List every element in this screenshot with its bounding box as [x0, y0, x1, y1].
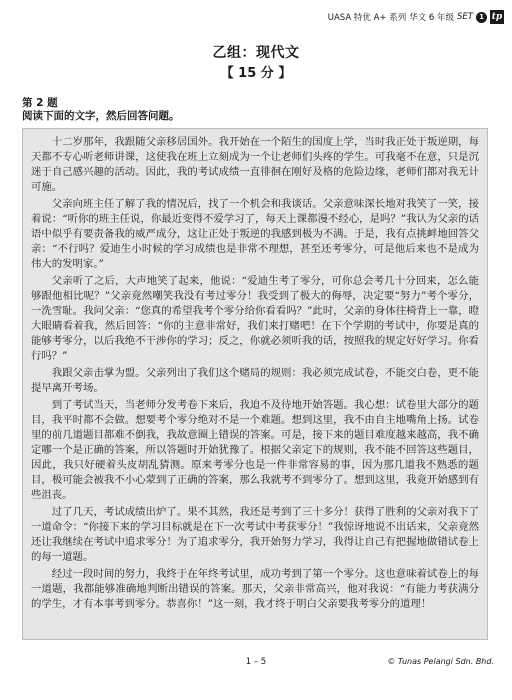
set-number-badge: 1	[476, 12, 487, 23]
grade-label: 华文 6 年级	[409, 13, 455, 23]
marks-label: 【 15 分 】	[220, 66, 292, 81]
publisher-logo-icon: tp	[491, 12, 503, 22]
set-label: SET	[457, 12, 473, 22]
passage-box	[22, 128, 488, 640]
instruction-text: 阅读下面的文字，然后回答问题。	[22, 110, 180, 122]
page-header	[328, 10, 504, 24]
question-label: 第 2 题	[22, 97, 58, 109]
passage-paragraph-2: 父亲向班主任了解了我的情况后，找了一个机会和我谈话。父亲意味深长地对我笑了一笑，接着说：“听你的班主任说，你最近变得不爱学习了，每天上课都漫不经心，是吗？”我认为父亲的话语中似乎有要责备我的威严成分，这让正处于叛逆的我感到极为不满。于是，我有点挑衅地回答父亲：“不行吗？爱迪生小时候的学习成绩也是非常不理想，甚至还考零分，可是他后来也不是成为伟大的发明家。”	[31, 197, 479, 271]
passage-paragraph-6: 过了几天，考试成绩出炉了。果不其然，我还是考到了三十多分！获得了胜利的父亲对我下了一道命令：“你接下来的学习目标就是在下一次考试中考获零分！”我惊讶地说不出话来，父亲竟然还让我继续在考试中追求零分！为了追求零分，我开始努力学习，我得让自己有把握地做错试卷上的每一道题。	[31, 505, 479, 564]
series-title: UASA 特优 A+ 系列	[327, 13, 407, 23]
section-title: 乙组：现代文	[212, 45, 300, 61]
passage-paragraph-5: 到了考试当天，当老师分发考卷下来后，我迫不及待地开始答题。我心想：试卷里大部分的题目，我平时都不会做。想要考个零分绝对不是一个难题。想到这里，我不由自主地嘴角上扬。试卷里的前几道题目都难不倒我，我故意圈上错误的答案。可是，接下来的题目难度越来越高，我不确定哪一个是正确的答案，所以答题时开始犹豫了。根据父亲定下的规则，我不能不回答这些题目，因此，我只好硬着头皮胡乱猜测。原来考零分也是一件非常容易的事，因为那几道我不熟悉的题目，极可能会被我不小心蒙到了正确的答案，那么我就考不到零分了。想到这里，我竟开始感到有些沮丧。	[31, 398, 479, 502]
copyright-text: © Tunas Pelangi Sdn. Bhd.	[387, 657, 494, 666]
passage-paragraph-7: 经过一段时间的努力，我终于在年终考试里，成功考到了第一个零分。这也意味着试卷上的每一道题，我都能够准确地判断出错误的答案。那天，父亲非常高兴，他对我说：“有能力考获满分的学生，才有本事考到零分。恭喜你！”这一刻，我才终于明白父亲要我考零分的道理！	[31, 567, 479, 610]
passage-paragraph-1: 十二岁那年，我跟随父亲移居国外。我开始在一个陌生的国度上学，当时我正处于叛逆期，每天都不专心听老师讲课，这使我在班上立刻成为一个让老师们头疼的学生。可我毫不在意，只是沉迷于自己感兴趣的活动。因此，我的考试成绩一直徘徊在刚好及格的危险边缘，老师们都对我无计可施。	[31, 136, 479, 194]
passage-paragraph-4: 我跟父亲击掌为盟。父亲列出了我们这个赌局的规则：我必须完成试卷，不能交白卷，更不能提早离开考场。	[31, 366, 479, 394]
page-number: 1 – 5	[245, 657, 267, 667]
passage-paragraph-3: 父亲听了之后，大声地笑了起来，他说：“爱迪生考了零分，可你总会考几十分回来，怎么能够跟他相比呢？”父亲竟然嘲笑我没有考过零分！我受到了极大的侮辱，决定要“努力”考个零分，一洗雪耻。我问父亲：“您真的希望我考个零分给你看看吗？”此时，父亲的身体往椅背上一靠，瞪大眼睛看着我，然后回答：“你的主意非常好，我们来打赌吧！在下个学期的考试中，你要是真的能够考零分，以后我绝不干涉你的学习；反之，你就必须听我的话，按照我的规定好好学习。你看行吗？”	[31, 274, 479, 363]
